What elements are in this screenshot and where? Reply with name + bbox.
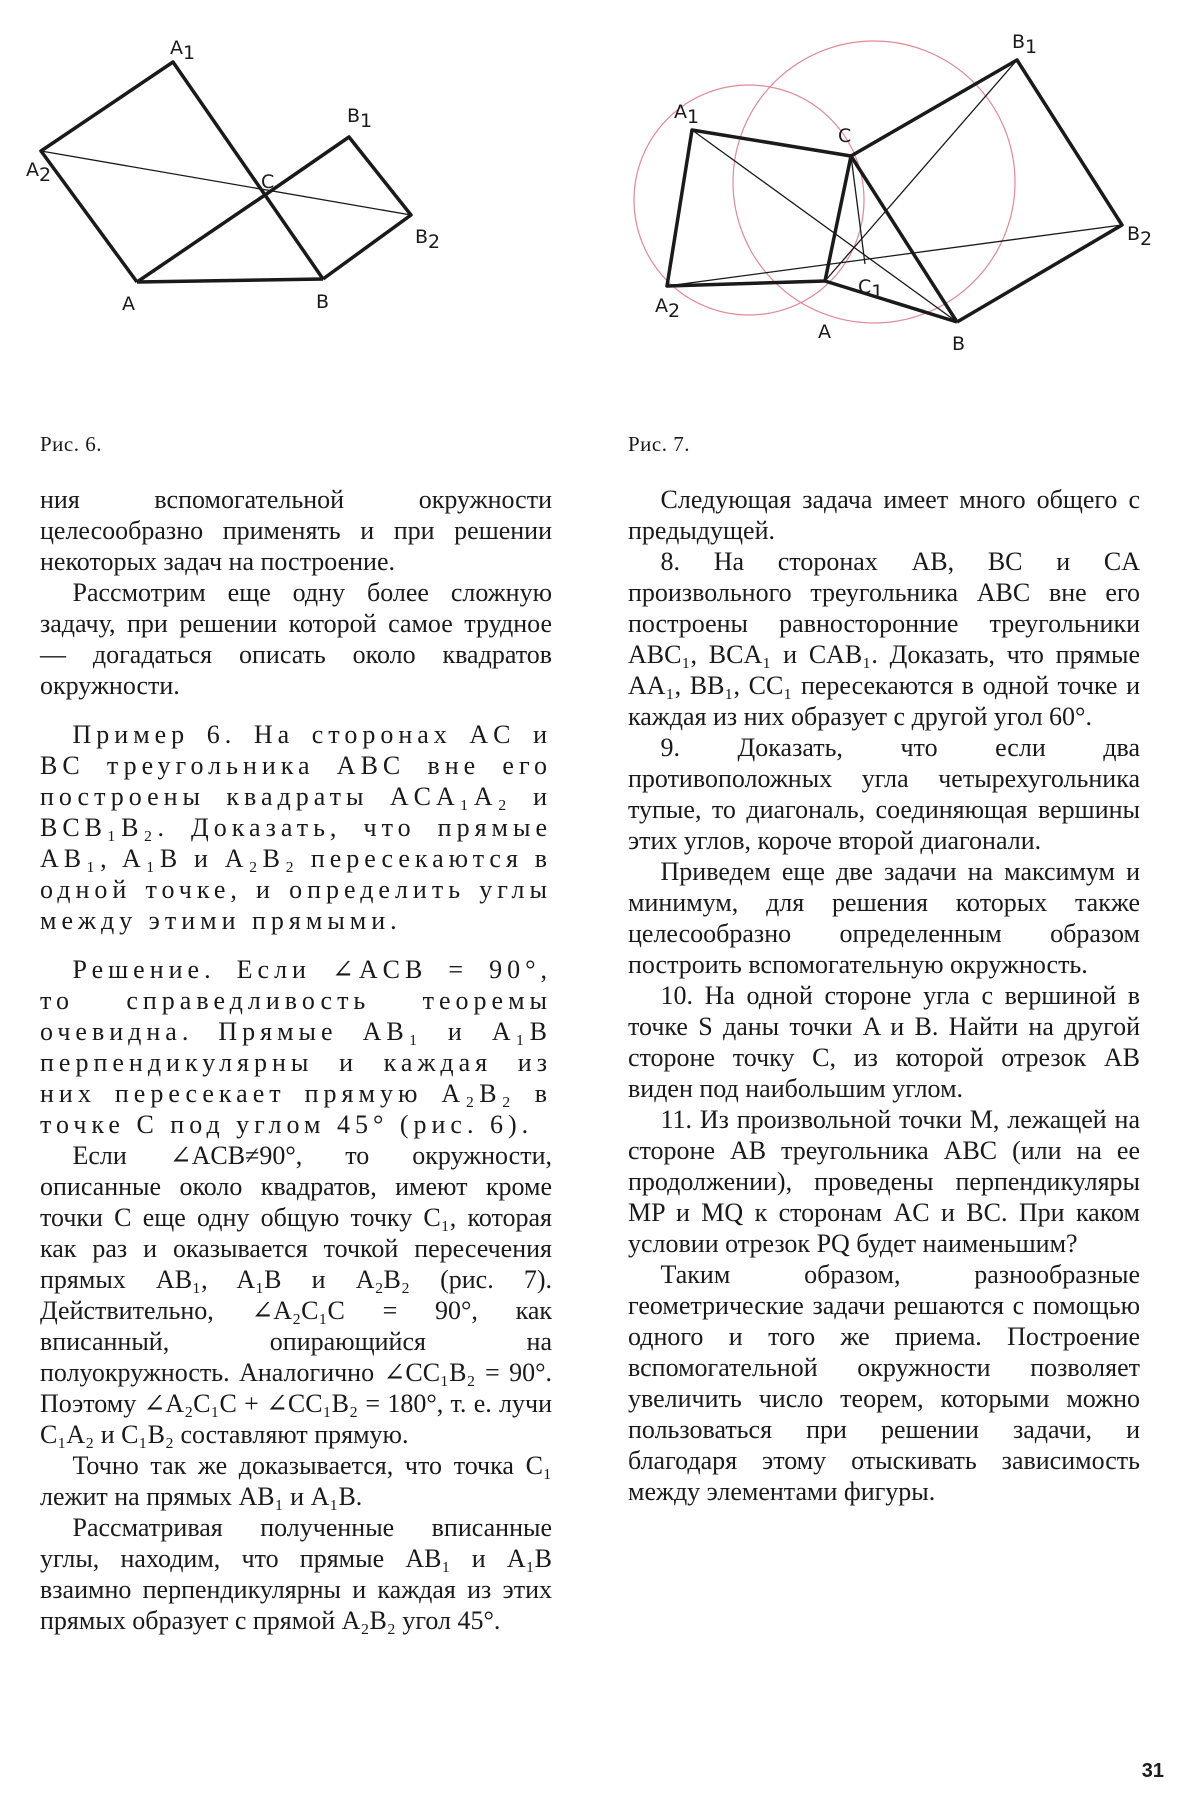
right-paragraph: Таким образом, разнообразные геометрические задачи решаются с помощью одного и того же приема. Построение вспомогательной окружности позволяет увеличить число теорем, которыми можно пользоваться при решении задачи, и благодаря этому отыскивать зависимость между элементами фигуры. xyxy=(628,1260,1140,1506)
left-paragraph-example-6: Пример 6. На сторонах AC и BC треугольника ABC вне его построены квадраты ACA₁A₂ и BCB₁B₂. Доказать, что прямые AB₁, A₁B и A₂B₂ пересекаются в одной точке, и определить углы между этими прямыми. xyxy=(40,720,552,935)
right-column xyxy=(628,484,1140,1507)
fig7-label-a: A xyxy=(818,321,831,343)
left-column xyxy=(40,484,552,1636)
figure-7 xyxy=(620,20,1190,360)
left-paragraph: Рассматривая полученные вписанные углы, находим, что прямые AB₁ и A₁B взаимно перпендикулярны и каждая из этих прямых образует с прямой A₂B₂ угол 45°. xyxy=(40,1513,552,1635)
fig6-line-a2b2 xyxy=(41,151,411,215)
page-number: 31 xyxy=(1141,1760,1164,1782)
fig7-label-c1: C1 xyxy=(858,276,884,303)
fig7-side-ab xyxy=(825,281,957,322)
right-paragraph-problem-10: 10. На одной стороне угла с вершиной в точке S даны точки A и B. Найти на другой стороне точку C, из которой отрезок AB виден под наибольшим углом. xyxy=(628,981,1140,1103)
fig7-label-b: B xyxy=(952,333,966,355)
fig7-label-c: C xyxy=(838,125,852,147)
fig7-label-b2: B2 xyxy=(1127,223,1153,250)
fig6-square-bcb1b2 xyxy=(265,137,411,279)
right-paragraph-problem-9: 9. Доказать, что если два противоположных угла четырехугольника тупые, то диагональ, соединяющая вершины этих углов, короче второй диагонали. xyxy=(628,733,1140,855)
left-paragraph: Рассмотрим еще одну более сложную задачу, при решении которой самое трудное — догадаться описать около квадратов окружности. xyxy=(40,578,552,700)
fig6-label-b2: B2 xyxy=(415,226,441,253)
right-paragraph-problem-8: 8. На сторонах AB, BC и CA произвольного треугольника ABC вне его построены равносторонние треугольники ABC₁, BCA₁ и CAB₁. Доказать, что прямые AA₁, BB₁, CC₁ пересекаются в одной точке и каждая из них образует с другой угол 60°. xyxy=(628,547,1140,731)
fig6-label-a1: A1 xyxy=(170,37,196,64)
fig7-label-a2: A2 xyxy=(655,295,681,322)
fig6-label-c: C xyxy=(261,171,275,193)
fig6-label-b: B xyxy=(316,291,330,313)
fig6-label-b1: B1 xyxy=(347,105,373,132)
fig6-side-ab xyxy=(137,279,323,282)
fig6-square-aca1a2 xyxy=(41,62,265,282)
left-paragraph: ния вспомогательной окружности целесообразно применять и при решении некоторых задач на построение. xyxy=(40,485,552,576)
fig7-square-bcb1b2 xyxy=(851,60,1122,322)
left-paragraph: Если ∠ACB≠90°, то окружности, описанные около квадратов, имеют кроме точки C еще одну общую точку C₁, которая как раз и оказывается точкой пересечения прямых AB₁, A₁B и A₂B₂ (рис. 7). Действительно, ∠A₂C₁C = 90°, как вписанный, опирающийся на полуокружность. Аналогично ∠CC₁B₂ = 90°. Поэтому ∠A₂C₁C + ∠CC₁B₂ = 180°, т. е. лучи C₁A₂ и C₁B₂ составляют прямую. xyxy=(40,1141,552,1449)
fig6-label-a2: A2 xyxy=(26,159,52,186)
fig6-line-ab1 xyxy=(137,137,349,282)
left-paragraph: Точно так же доказывается, что точка C₁ лежит на прямых AB₁ и A₁B. xyxy=(40,1451,552,1511)
right-paragraph: Приведем еще две задачи на максимум и минимум, для решения которых также целесообразно определенным образом построить вспомогательную окружность. xyxy=(628,857,1140,979)
figure-6 xyxy=(20,30,500,360)
figure-6-caption: Рис. 6. xyxy=(40,432,102,456)
fig7-line-a1b xyxy=(692,130,957,322)
fig6-label-a: A xyxy=(122,293,135,315)
figure-6-diagram xyxy=(20,30,500,360)
left-paragraph-solution: Решение. Если ∠ACB = 90°, то справедливость теоремы очевидна. Прямые AB₁ и A₁B перпендикулярны и каждая из них пересекает прямую A₂B₂ в точке C под углом 45° (рис. 6). xyxy=(40,955,552,1139)
right-paragraph: Следующая задача имеет много общего с предыдущей. xyxy=(628,485,1140,545)
figure-7-diagram xyxy=(620,20,1190,360)
fig7-label-a1: A1 xyxy=(674,101,700,128)
fig7-label-b1: B1 xyxy=(1012,31,1038,58)
right-paragraph-problem-11: 11. Из произвольной точки M, лежащей на стороне AB треугольника ABC (или на ее продолжении), проведены перпендикуляры MP и MQ к сторонам AC и BC. При каком условии отрезок PQ будет наименьшим? xyxy=(628,1105,1140,1258)
figure-7-caption: Рис. 7. xyxy=(628,432,690,456)
